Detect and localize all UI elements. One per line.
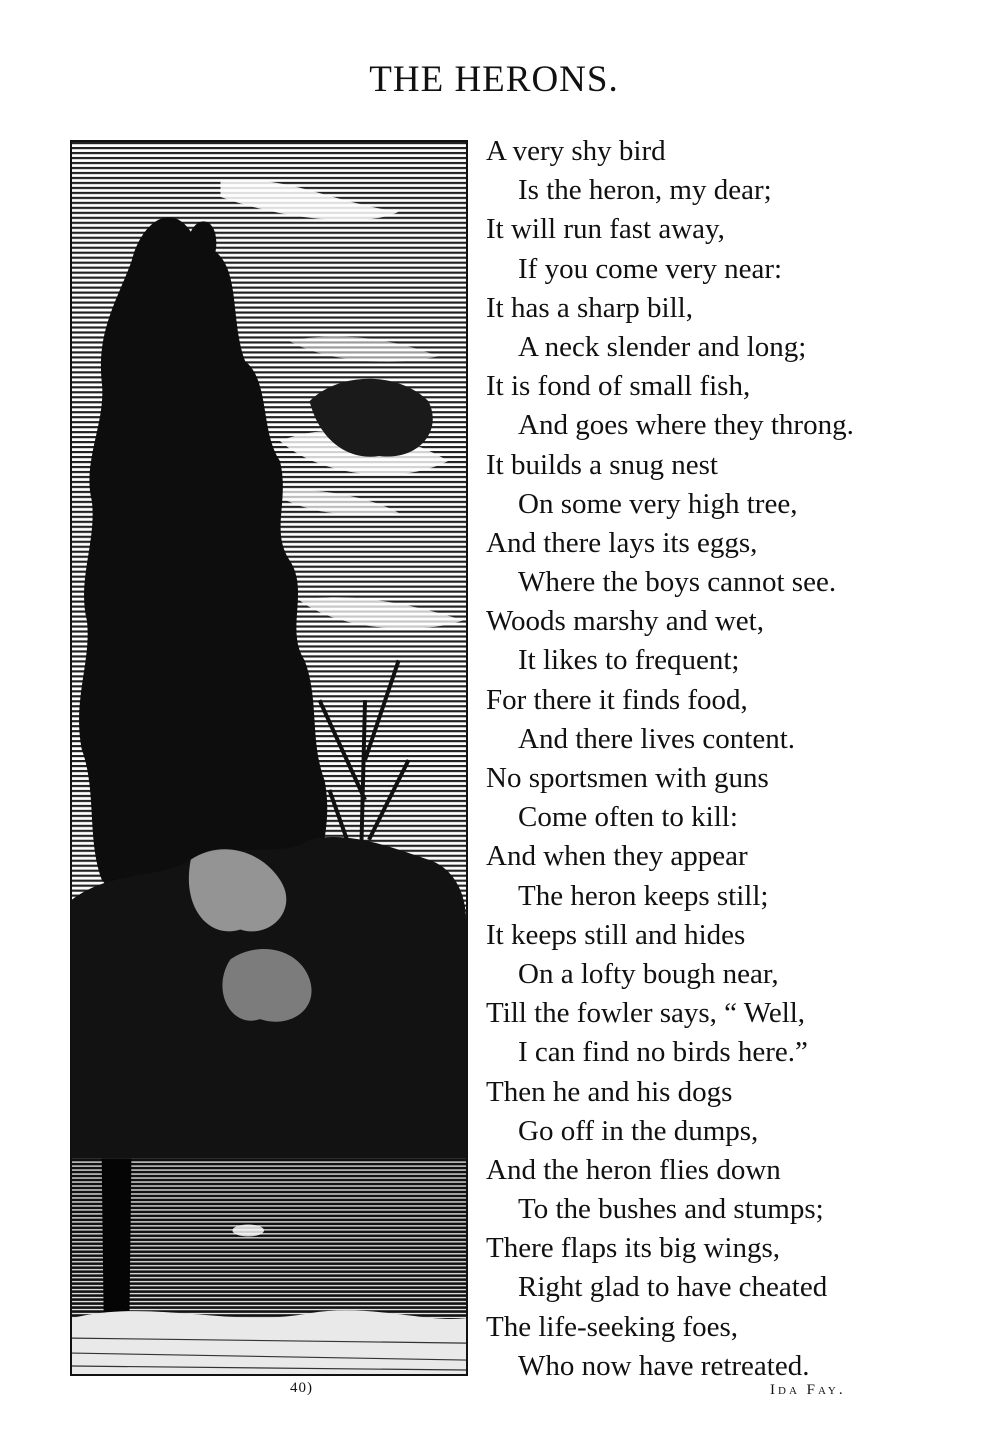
poem-line: Go off in the dumps, <box>518 1114 759 1147</box>
poem-line: On some very high tree, <box>518 487 798 520</box>
poem-line: For there it finds food, <box>486 683 748 716</box>
poem-line: There flaps its big wings, <box>486 1232 780 1265</box>
author-signature: Ida Fay. <box>770 1382 846 1398</box>
poem-line: If you come very near: <box>518 252 783 285</box>
poem-line: The heron keeps still; <box>518 879 769 912</box>
heron-landscape-illustration <box>70 140 468 1376</box>
duck <box>232 1224 264 1236</box>
poem-line: A neck slender and long; <box>518 330 807 363</box>
poem-line: And when they appear <box>486 840 748 873</box>
poem-line: Come often to kill: <box>518 801 738 834</box>
poem-line: It likes to frequent; <box>518 644 740 677</box>
poem-line: No sportsmen with guns <box>486 762 769 794</box>
poem-line: And the heron flies down <box>486 1153 781 1186</box>
poem-line: It keeps still and hides <box>486 918 746 951</box>
poem-line: Who now have retreated. <box>518 1349 810 1382</box>
poem-line: It will run fast away, <box>486 213 725 246</box>
poem-line: It has a sharp bill, <box>486 291 693 324</box>
poem-line: It is fond of small fish, <box>486 370 751 403</box>
poem-line: Till the fowler says, “ Well, <box>486 997 806 1030</box>
poem-line: And goes where they throng. <box>518 409 854 442</box>
poem-line: To the bushes and stumps; <box>518 1193 824 1226</box>
poem <box>486 132 926 1386</box>
poem-line: A very shy bird <box>486 135 666 167</box>
poem-line: Woods marshy and wet, <box>486 605 764 638</box>
pond <box>72 1159 466 1318</box>
page-number: 40) <box>290 1380 313 1396</box>
poem-line: And there lays its eggs, <box>486 526 758 559</box>
poem-line: On a lofty bough near, <box>518 957 779 990</box>
poem-line: Right glad to have cheated <box>518 1271 828 1304</box>
poem-line: And there lives content. <box>518 722 796 755</box>
reflection <box>102 1159 132 1318</box>
engraving-svg <box>72 142 466 1374</box>
poem-line: The life-seeking foes, <box>486 1310 739 1343</box>
poem-line: It builds a snug nest <box>486 448 718 481</box>
page-title: THE HERONS. <box>369 59 619 100</box>
poem-line: Where the boys cannot see. <box>518 566 837 599</box>
poem-line: Then he and his dogs <box>486 1075 733 1108</box>
poem-line: Is the heron, my dear; <box>518 174 772 207</box>
poem-line: I can find no birds here.” <box>518 1036 808 1069</box>
